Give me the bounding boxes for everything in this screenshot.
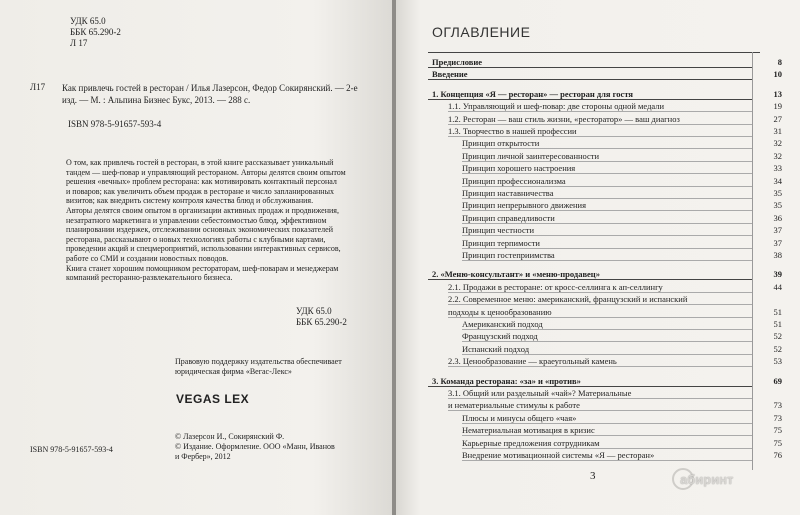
left-page bbox=[0, 0, 392, 515]
udk-classification-top bbox=[70, 16, 121, 49]
toc-entry bbox=[428, 437, 782, 449]
toc-entry-page: 51 bbox=[773, 319, 782, 329]
toc-entry-label: Принцип наставничества bbox=[462, 188, 554, 198]
toc-entry bbox=[428, 175, 782, 187]
toc-entry bbox=[428, 68, 782, 80]
toc-entry bbox=[428, 375, 782, 387]
toc-entry-rule bbox=[448, 366, 752, 367]
toc-entry-label: 3.1. Общий или раздельный «чай»? Материальные bbox=[448, 388, 632, 398]
annotation-line: проведении акций и спецмероприятий, использовании интерактивных сервисов, bbox=[66, 244, 341, 254]
annotation bbox=[66, 158, 366, 283]
toc-entry-page: 44 bbox=[773, 281, 782, 292]
toc-entry-rule bbox=[428, 79, 752, 80]
annotation-line: визитов; как внедрить систему контроля качества блюд и обслуживания. bbox=[66, 196, 314, 206]
toc-entry-page: 75 bbox=[773, 437, 782, 448]
toc-entry bbox=[428, 56, 782, 68]
toc-entry-label: Французский подход bbox=[462, 331, 538, 342]
annotation-line: незатратного маркетинга и управлении себестоимостью блюд, эффективном bbox=[66, 215, 327, 225]
toc-entry-page: 32 bbox=[773, 150, 782, 161]
toc-entry bbox=[428, 113, 782, 125]
toc-entry bbox=[428, 355, 782, 367]
copyright-line: и Фербер», 2012 bbox=[175, 452, 231, 461]
toc-entry-page: 39 bbox=[773, 269, 782, 280]
toc-entry-label: 1.3. Творчество в нашей профессии bbox=[448, 126, 577, 136]
toc-entry-label: Принцип личной заинтересованности bbox=[462, 150, 600, 161]
toc-entry bbox=[428, 293, 752, 305]
toc-entry bbox=[428, 199, 782, 211]
toc-entry bbox=[428, 281, 782, 293]
bibliographic-record: Как привлечь гостей в ресторан / Илья Лазерсон, Федор Сокирянский. — 2-е изд. — М. : Альпина Бизнес Букс, 2013. — 288 с. bbox=[62, 83, 358, 105]
toc-entry-page: 10 bbox=[773, 69, 782, 80]
annotation-line: ресторана, рассказывают о новых технологиях работы с клубными картами, bbox=[66, 234, 326, 244]
legal-line: Правовую поддержку издательства обеспечивает bbox=[175, 357, 342, 366]
author-mark-line: Л 17 bbox=[70, 38, 88, 48]
toc-entry-label: Нематериальная мотивация в кризис bbox=[462, 425, 595, 436]
annotation-line: Авторы делятся своим опытом в организации активных продаж и продвижения, bbox=[66, 205, 339, 215]
legal-support-note bbox=[175, 357, 385, 377]
toc-entry-label: Принцип открытости bbox=[462, 138, 540, 149]
author-mark-code: Л17 bbox=[30, 82, 46, 92]
toc-entry-label: Принцип профессионализма bbox=[462, 175, 566, 186]
annotation-line: и поваров; как увеличить объем продаж в ресторане и число запланированных bbox=[66, 186, 334, 196]
toc-entry-label: подходы к ценообразованию bbox=[448, 306, 552, 317]
toc-entry-label: Американский подход bbox=[462, 319, 543, 329]
toc-entry-label: Принцип непрерывного движения bbox=[462, 200, 587, 211]
toc-entry-label: Принцип честности bbox=[462, 225, 535, 236]
legal-line: юридическая фирма «Вегас-Лекс» bbox=[175, 367, 292, 376]
toc-entry-page: 35 bbox=[773, 188, 782, 198]
toc-entry-label: Принцип справедливости bbox=[462, 212, 555, 223]
toc-entry-label: 1.2. Ресторан — ваш стиль жизни, «ресторатор» — ваш диагноз bbox=[448, 113, 680, 124]
watermark: абиринт bbox=[680, 472, 734, 487]
toc-entry-label: 2.3. Ценообразование — краеугольный камень bbox=[448, 356, 617, 367]
toc-entry-page: 38 bbox=[773, 250, 782, 260]
vegas-lex-logo: VEGAS LEX bbox=[176, 392, 250, 406]
isbn-bottom: ISBN 978-5-91657-593-4 bbox=[30, 445, 113, 454]
toc-entry bbox=[428, 224, 782, 236]
toc-entry-label: Предисловие bbox=[432, 57, 483, 67]
toc-entry bbox=[428, 306, 782, 318]
toc-entry bbox=[428, 249, 782, 261]
toc-entry bbox=[428, 343, 782, 355]
toc-entry-rule bbox=[462, 460, 752, 461]
toc-entry bbox=[428, 125, 782, 137]
toc-entry-page: 8 bbox=[777, 57, 782, 67]
toc-entry-page: 37 bbox=[773, 237, 782, 248]
udk-line: УДК 65.0 bbox=[296, 306, 332, 316]
udk-line: УДК 65.0 bbox=[70, 16, 106, 26]
annotation-line: О том, как привлечь гостей в ресторан, в этой книге рассказывает уникальный bbox=[66, 158, 334, 167]
toc-entry bbox=[428, 399, 782, 411]
toc-entry-page: 73 bbox=[773, 412, 782, 423]
toc-title: ОГЛАВЛЕНИЕ bbox=[432, 24, 531, 40]
toc-entry-page: 37 bbox=[773, 225, 782, 236]
toc-entry-label: 2.2. Современное меню: американский, французский и испанский bbox=[448, 294, 688, 305]
toc-entry-label: Принцип хорошего настроения bbox=[462, 163, 576, 174]
toc-entry-page: 35 bbox=[773, 200, 782, 211]
copyright-line: © Издание. Оформление. ООО «Манн, Иванов bbox=[175, 442, 335, 451]
toc-entry bbox=[428, 100, 782, 112]
toc-entry-page: 13 bbox=[773, 88, 782, 99]
toc-entry bbox=[428, 187, 782, 199]
toc-entry bbox=[428, 212, 782, 224]
copyright-line: © Лазерсон И., Сокирянский Ф. bbox=[175, 432, 285, 441]
toc-entry bbox=[428, 237, 782, 249]
toc-entry-label: Испанский подход bbox=[462, 343, 530, 354]
toc-entry-page: 32 bbox=[773, 138, 782, 149]
toc-entry-page: 73 bbox=[773, 400, 782, 411]
copyright-block bbox=[175, 432, 375, 462]
toc-entry-page: 19 bbox=[773, 101, 782, 112]
page-number: 3 bbox=[590, 470, 596, 482]
toc-entry-label: 1. Концепция «Я — ресторан» — ресторан для гостя bbox=[432, 88, 633, 99]
toc-entry bbox=[428, 137, 782, 149]
toc-entry bbox=[428, 330, 782, 342]
annotation-line: решения «вечных» проблем ресторана: как мотивировать контактный персонал bbox=[66, 177, 337, 187]
toc-entry-label: 1.1. Управляющий и шеф-повар: две стороны одной медали bbox=[448, 101, 665, 112]
toc-entry-page: 75 bbox=[773, 425, 782, 436]
toc-entry bbox=[428, 162, 782, 174]
toc-entry bbox=[428, 88, 782, 100]
toc-entry-label: и нематериальные стимулы к работе bbox=[448, 400, 580, 411]
toc-top-rule bbox=[428, 52, 760, 53]
toc-entry-label: Введение bbox=[432, 69, 468, 80]
annotation-line: компаний ресторанно-развлекательного бизнеса. bbox=[66, 273, 233, 283]
toc-entry-page: 27 bbox=[773, 113, 782, 124]
toc-entry-page: 53 bbox=[773, 356, 782, 367]
annotation-line: тандем — шеф-повар и управляющий рестораном. Авторы делятся своим опытом bbox=[66, 167, 346, 177]
toc-entry-label: Внедрение мотивационной системы «Я — ресторан» bbox=[462, 450, 655, 460]
toc-entry-label: 3. Команда ресторана: «за» и «против» bbox=[432, 375, 581, 386]
toc-entry-label: Карьерные предложения сотрудникам bbox=[462, 437, 600, 448]
toc-entry bbox=[428, 424, 782, 436]
toc-entry-page: 36 bbox=[773, 212, 782, 223]
toc-entry-page: 52 bbox=[773, 331, 782, 342]
toc-entry-label: Принцип терпимости bbox=[462, 237, 540, 248]
toc-entry bbox=[428, 150, 782, 162]
toc-entry bbox=[428, 318, 782, 330]
toc-entry-label: 2.1. Продажи в ресторане: от кросс-селлинга к ап-селлингу bbox=[448, 281, 663, 292]
toc-entry-page: 76 bbox=[773, 450, 782, 460]
toc-entry bbox=[428, 449, 782, 461]
toc-entry-page: 33 bbox=[773, 163, 782, 174]
bbk-line: ББК 65.290-2 bbox=[296, 317, 347, 327]
toc-entry-page: 52 bbox=[773, 343, 782, 354]
udk-classification-bottom bbox=[296, 306, 347, 328]
annotation-line: Книга станет хорошим помощником рестораторам, шеф-поварам и менеджерам bbox=[66, 263, 339, 273]
toc-entry bbox=[428, 412, 782, 424]
toc-entry-label: Плюсы и минусы общего «чая» bbox=[462, 412, 577, 423]
toc-entry-label: 2. «Меню-консультант» и «меню-продавец» bbox=[432, 269, 600, 280]
toc-entry-rule bbox=[462, 260, 752, 261]
annotation-line: планировании издержек, отслеживании основных экономических показателей bbox=[66, 225, 334, 235]
toc-entry-label: Принцип гостеприимства bbox=[462, 250, 555, 260]
toc-entry-page: 51 bbox=[773, 306, 782, 317]
isbn-top: ISBN 978-5-91657-593-4 bbox=[68, 119, 162, 129]
annotation-line: работе со СМИ и создании новостных поводов. bbox=[66, 253, 229, 263]
toc-entry-page: 34 bbox=[773, 175, 782, 186]
bbk-line: ББК 65.290-2 bbox=[70, 27, 121, 37]
toc-entry-page: 31 bbox=[773, 126, 782, 136]
toc-entry bbox=[428, 387, 752, 399]
toc-page-column-rule bbox=[752, 52, 753, 470]
toc-entry-page: 69 bbox=[773, 375, 782, 386]
toc-entry bbox=[428, 268, 782, 280]
